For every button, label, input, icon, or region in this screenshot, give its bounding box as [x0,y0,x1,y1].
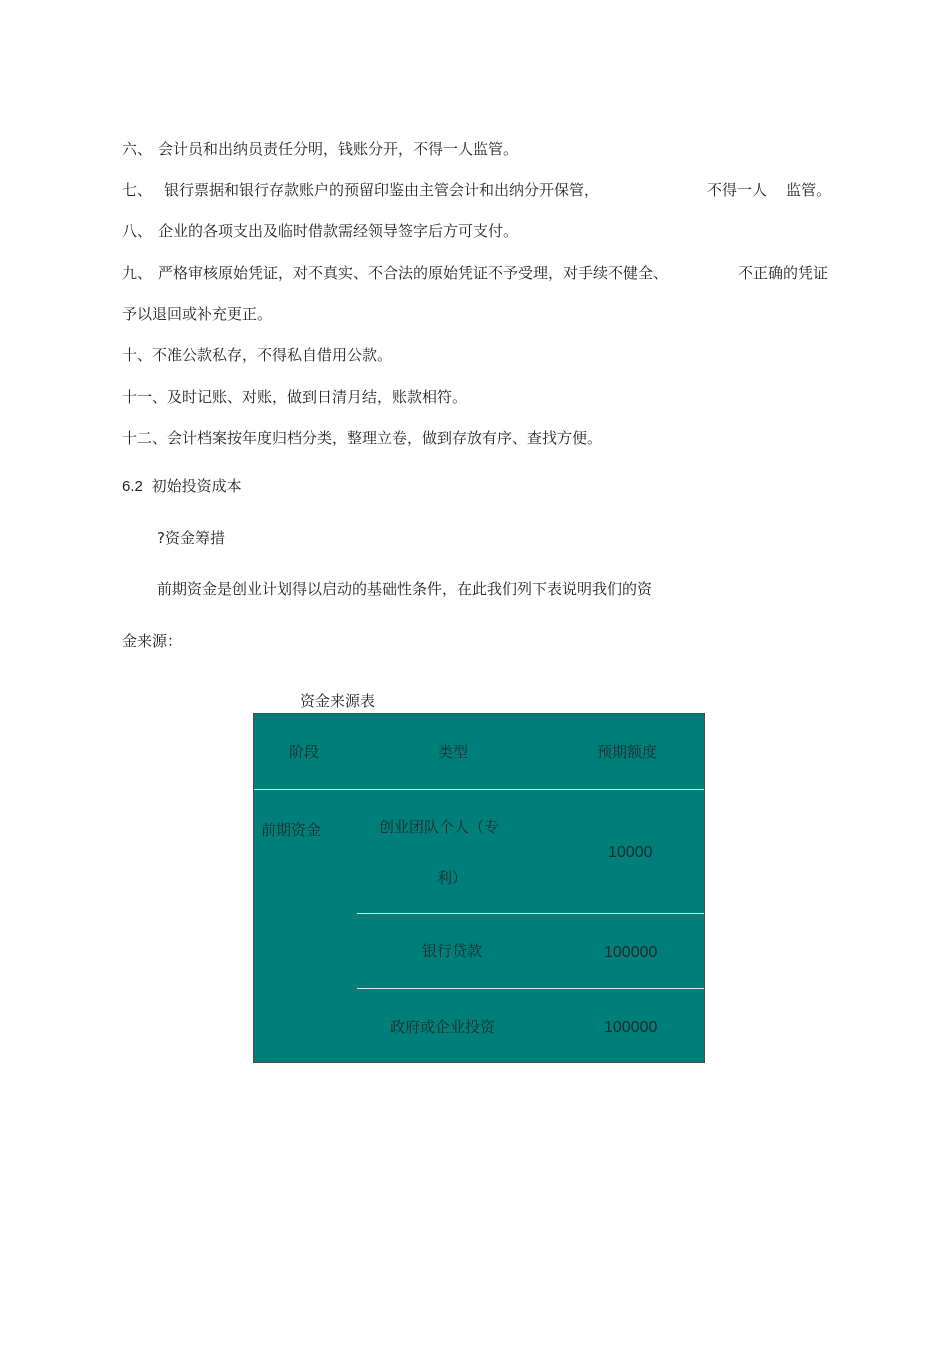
table-caption: 资金来源表 [300,692,376,710]
table-header-divider [254,789,704,790]
funding-table [253,713,705,1063]
rule-6 [122,139,519,159]
rule-6-number: 六、 [122,140,153,158]
rule-6-text: 会计员和出纳员责任分明，钱账分开，不得一人监管。 [158,140,519,158]
rule-7-tail: 不得一人 监管。 [707,181,832,199]
row-3-amount: 100000 [604,1019,658,1036]
row-1-type-line-2: 利） [437,869,468,887]
rule-10: 十、不准公款私存，不得私自借用公款。 [122,346,393,364]
rule-9-text: 严格审核原始凭证，对不真实、不合法的原始凭证不予受理，对手续不健全、 [158,264,669,282]
rule-9-number: 九、 [122,264,153,282]
paragraph-line-2: 金来源： [122,632,183,650]
row-2-type: 银行贷款 [422,942,483,960]
rule-8 [122,221,519,241]
rule-7 [122,180,600,200]
table-row-divider-2 [357,988,704,989]
section-heading [122,476,242,497]
rule-7-text: 银行票据和银行存款账户的预留印鉴由主管会计和出纳分开保管， [164,181,600,199]
rule-8-text: 企业的各项支出及临时借款需经领导签字后方可支付。 [158,222,519,240]
rule-11: 十一、及时记账、对账，做到日清月结，账款相符。 [122,388,468,406]
rule-8-number: 八、 [122,222,153,240]
row-2-amount: 100000 [604,944,658,961]
stage-cell: 前期资金 [261,821,322,839]
row-1-amount: 10000 [608,844,653,861]
rule-9-tail: 不正确的凭证 [738,264,829,282]
header-stage: 阶段 [289,743,320,761]
row-3-type: 政府或企业投资 [390,1018,496,1036]
rule-9-continuation: 予以退回或补充更正。 [122,305,273,323]
header-type: 类型 [438,743,469,761]
section-title: 初始投资成本 [151,477,242,495]
table-row-divider-1 [357,913,704,914]
subheading: ?资金筹措 [157,529,225,547]
header-amount: 预期额度 [597,743,658,761]
row-1-type-line-1: 创业团队个人（专 [379,818,500,836]
rule-12: 十二、会计档案按年度归档分类，整理立卷，做到存放有序、查找方便。 [122,429,603,447]
paragraph-line-1: 前期资金是创业计划得以启动的基础性条件，在此我们列下表说明我们的资 [157,580,653,598]
rule-9 [122,263,669,283]
rule-7-number: 七、 [122,181,153,199]
section-number: 6.2 [122,478,143,495]
